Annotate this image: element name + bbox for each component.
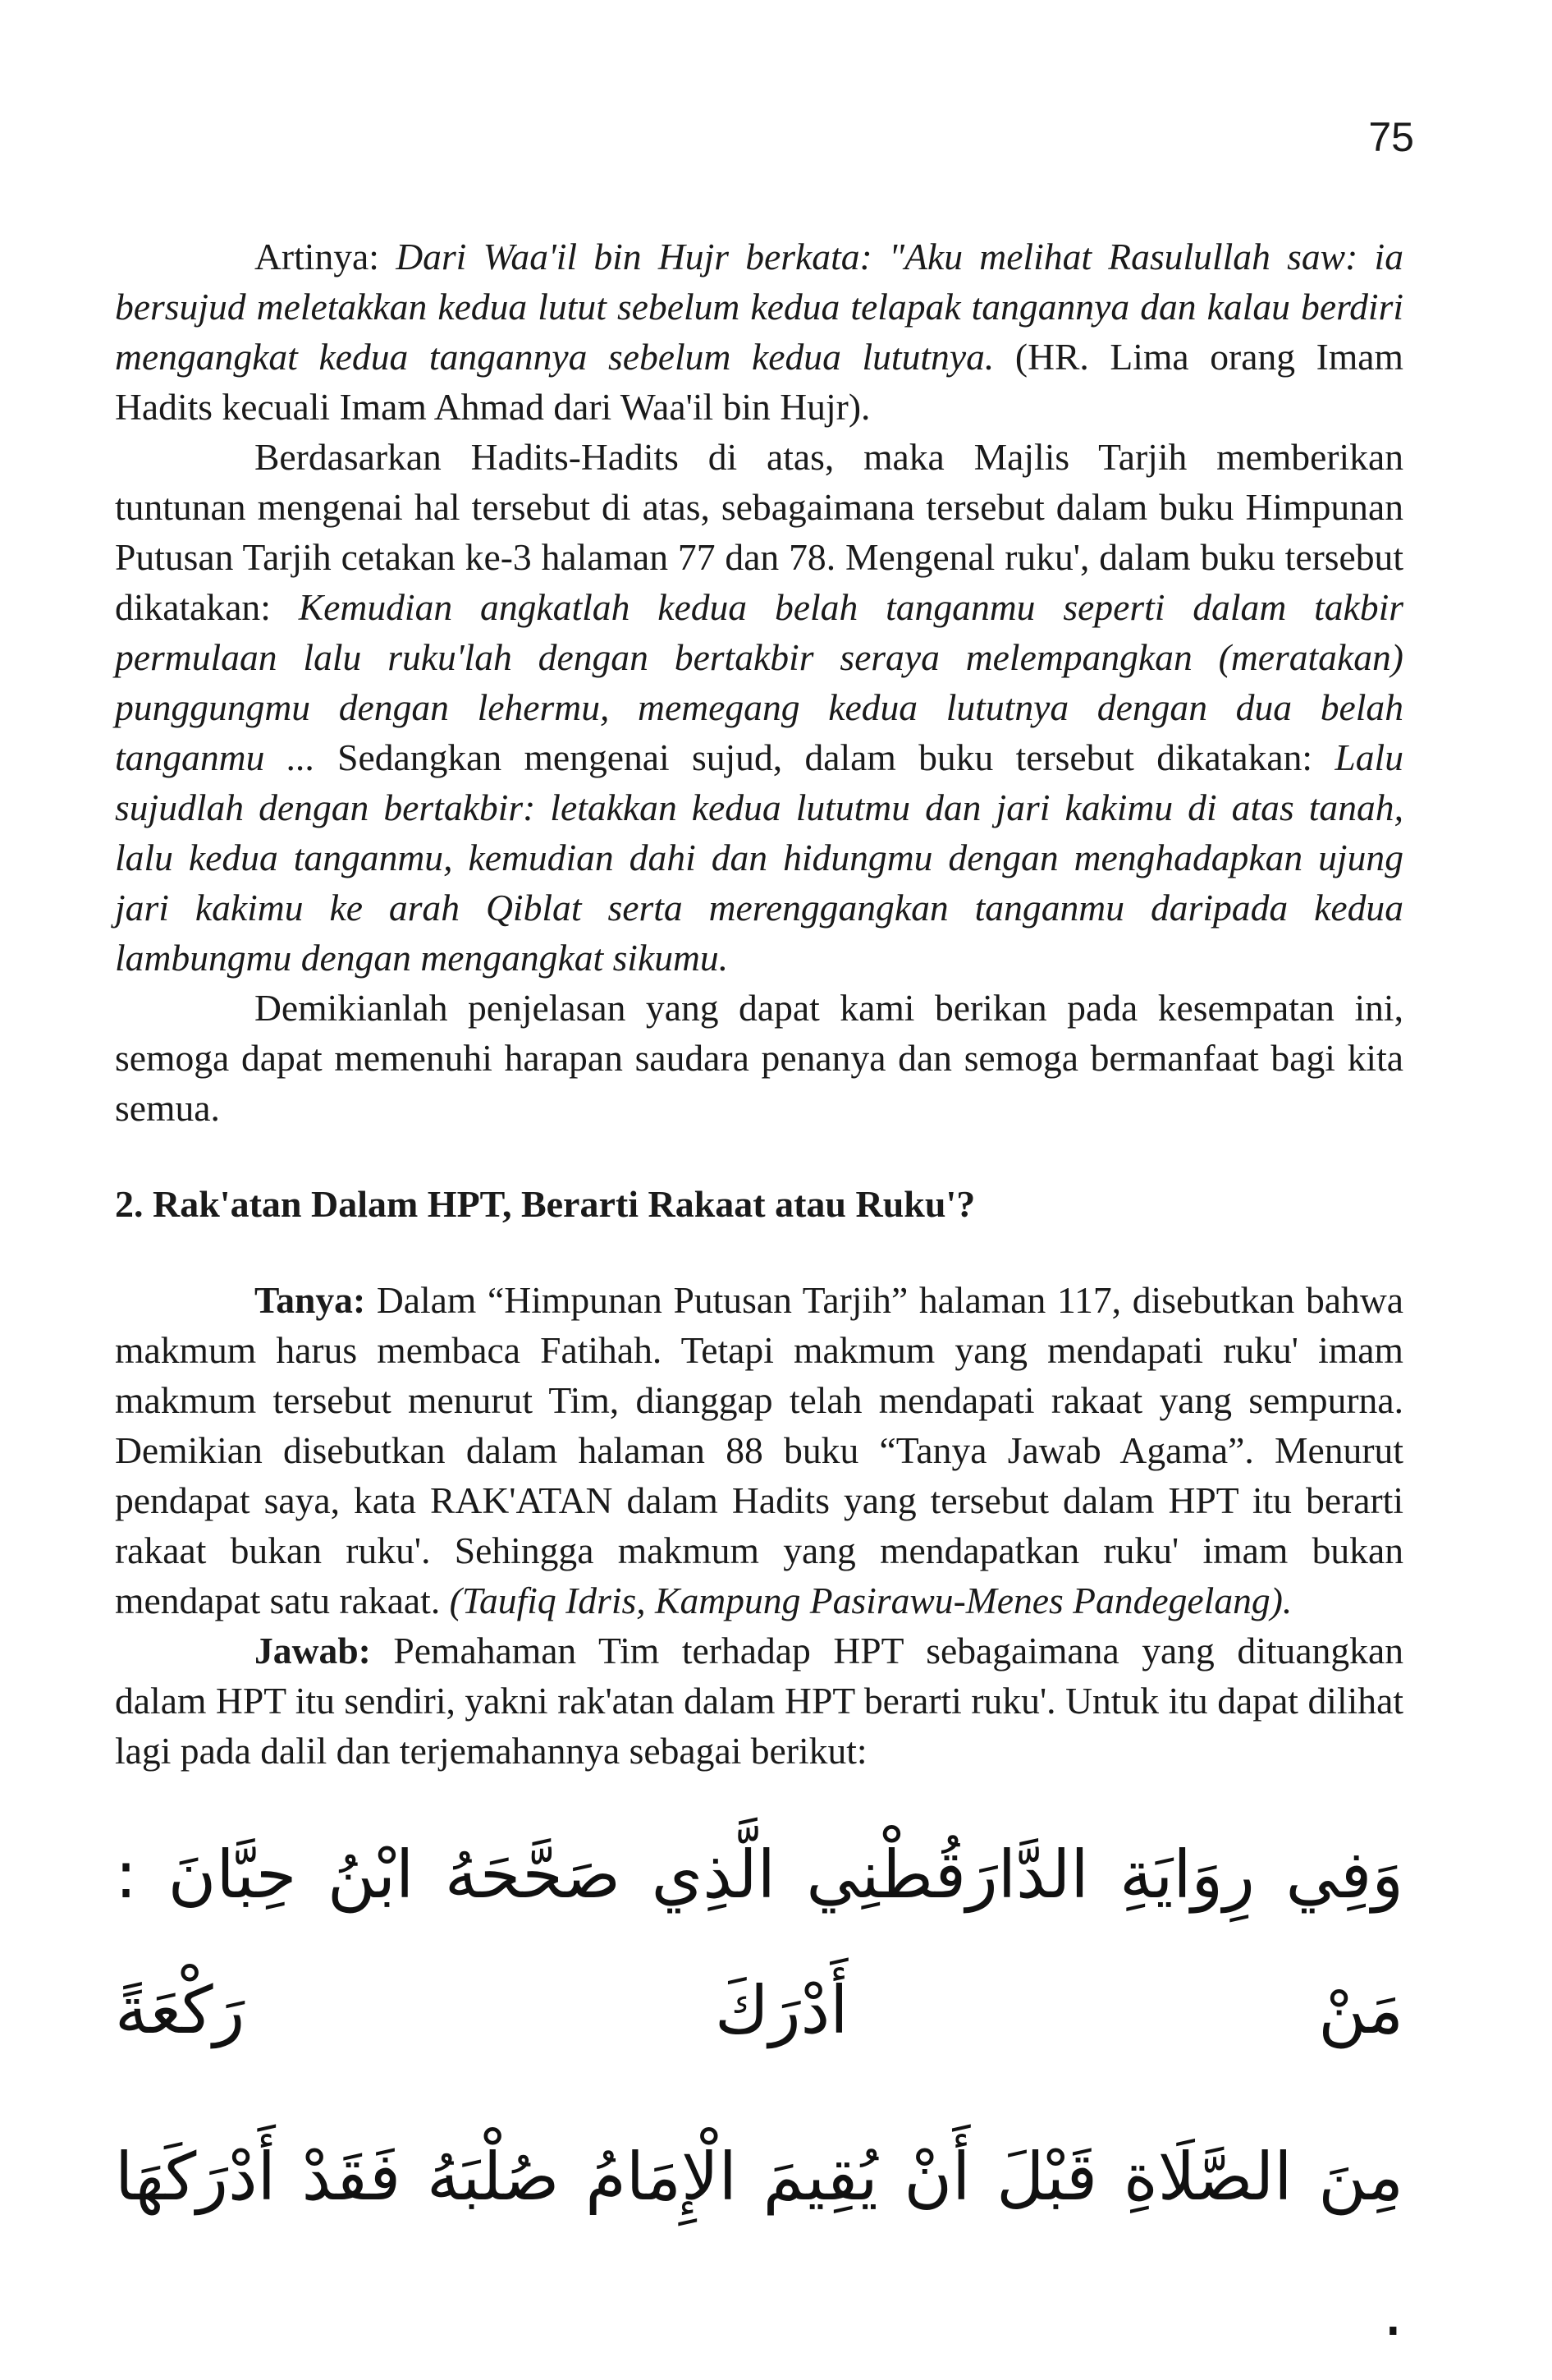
artinya-label: Artinya: [254,236,379,277]
paragraph-question [115,1275,1403,1626]
paragraph-tarjih-guidance [115,432,1403,983]
question-signature: (Taufiq Idris, Kampung Pasirawu-Menes Pandegelang). [449,1580,1293,1621]
hadith-source: (HR. Lima orang Imam Hadits kecuali Imam Ahmad dari Waa'il bin Hujr). [115,336,1404,428]
hadith-translation-quote: Dari Waa'il bin Hujr berkata: "Aku melihat Rasulullah saw: ia bersujud meletakkan kedua lutut sebelum kedua telapak tangannya dan kalau berdiri mengangkat kedua tangannya sebelum kedua lututnya. [115,236,1403,378]
arabic-hadith-line-2: مِنَ الصَّلَاةِ قَبْلَ أَنْ يُقِيمَ الْإِمَامُ صُلْبَهُ فَقَدْ أَدْرَكَهَا . [115,2139,1403,2350]
question-text: Dalam “Himpunan Putusan Tarjih” halaman 117, disebutkan bahwa makmum harus membaca Fatihah. Tetapi makmum yang mendapati ruku' imam makmum tersebut menurut Tim, dianggap telah mendapati rakaat yang sempurna. Demikian disebutkan dalam halaman 88 buku “Tanya Jawab Agama”. Menurut pendapat saya, kata RAK'ATAN dalam Hadits yang tersebut dalam HPT itu berarti rakaat bukan ruku'. Sehingga makmum yang mendapatkan ruku' imam bukan mendapat satu rakaat. [115,1279,1403,1621]
arabic-hadith-line-1: وَفِي رِوَايَةِ الدَّارَقُطْنِي الَّذِي صَحَّحَهُ ابْنُ حِبَّانَ : مَنْ أَدْرَكَ رَكْعَةً [115,1837,1403,2048]
paragraph-hadith-translation [115,232,1403,432]
section-heading: 2. Rak'atan Dalam HPT, Berarti Rakaat atau Ruku'? [115,1183,976,1225]
sujud-description: Lalu sujudlah dengan bertakbir: letakkan kedua lututmu dan jari kakimu di atas tanah, lalu kedua tanganmu, kemudian dahi dan hidungmu dengan menghadapkan ujung jari kakimu ke arah Qiblat serta merenggangkan tanganmu daripada kedua lambungmu dengan mengangkat sikumu. [115,736,1403,979]
page-number: 75 [1368,114,1414,160]
paragraph-closing: Demikianlah penjelasan yang dapat kami berikan pada kesempatan ini, semoga dapat memenuhi harapan saudara penanya dan semoga bermanfaat bagi kita semua. [115,987,1403,1129]
page-content [115,232,1403,2380]
question-label: Tanya: [254,1279,366,1321]
paragraph-answer [115,1626,1403,1776]
ruku-description: Kemudian angkatlah kedua belah tanganmu seperti dalam takbir permulaan lalu ruku'lah dengan bertakbir seraya melempangkan (meratakan) punggungmu dengan lehermu, memegang kedua lututnya dengan dua belah tanganmu ... [115,586,1403,778]
guidance-text-1: Berdasarkan Hadits-Hadits di atas, maka Majlis Tarjih memberikan tuntunan mengenai hal tersebut di atas, sebagaimana tersebut dalam buku Himpunan Putusan Tarjih cetakan ke-3 halaman 77 dan 78. Mengenal ruku', dalam buku tersebut dikatakan: [115,436,1403,628]
answer-label: Jawab: [254,1630,371,1672]
answer-text: Pemahaman Tim terhadap HPT sebagaimana yang dituangkan dalam HPT itu sendiri, yakni rak'atan dalam HPT berarti ruku'. Untuk itu dapat dilihat lagi pada dalil dan terjemahannya sebagai berikut: [115,1630,1403,1772]
guidance-text-2: Sedangkan mengenai sujud, dalam buku tersebut dikatakan: [337,736,1313,778]
